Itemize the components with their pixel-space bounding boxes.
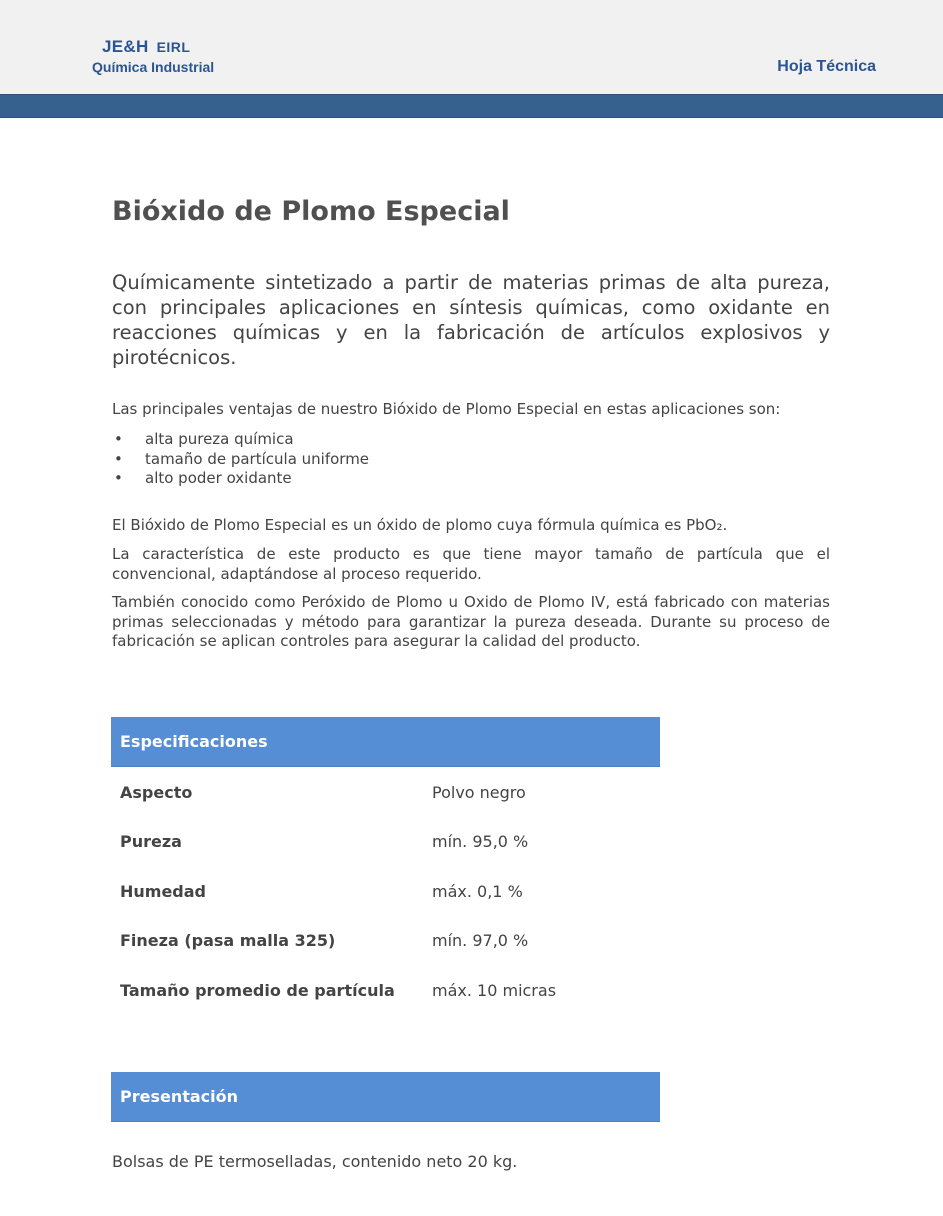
presentation-heading: Presentación: [111, 1072, 660, 1122]
company-logo: [102, 37, 190, 57]
advantages-intro: Las principales ventajas de nuestro Bióxido de Plomo Especial en estas aplicaciones son:: [112, 400, 781, 418]
spec-value: mín. 97,0 %: [432, 931, 529, 950]
spec-label: Tamaño promedio de partícula: [120, 981, 395, 1000]
manufacturing-paragraph: También conocido como Peróxido de Plomo u Oxido de Plomo IV, está fabricado con materias primas seleccionadas y método para garantizar la pureza deseada. Durante su proceso de fabricación se aplican controles para asegurar la calidad del producto.: [112, 593, 830, 650]
company-name: JE&H: [102, 37, 149, 56]
characteristic-paragraph: La característica de este producto es que tiene mayor tamaño de partícula que el convencional, adaptándose al proceso requerido.: [112, 545, 830, 583]
advantages-list: [112, 430, 369, 489]
spec-value: Polvo negro: [432, 783, 526, 802]
presentation-text: Bolsas de PE termoselladas, contenido neto 20 kg.: [112, 1152, 518, 1171]
spec-value: máx. 10 micras: [432, 981, 557, 1000]
spec-label: Fineza (pasa malla 325): [120, 931, 336, 950]
header-band: [0, 94, 943, 118]
spec-label: Aspecto: [120, 783, 193, 802]
bullet-icon: •: [114, 469, 123, 487]
page-header: [0, 0, 943, 95]
spec-value: mín. 95,0 %: [432, 832, 529, 851]
specifications-heading: Especificaciones: [111, 717, 660, 767]
bullet-icon: •: [114, 430, 123, 448]
list-item: • alto poder oxidante: [114, 469, 292, 487]
list-item: • tamaño de partícula uniforme: [114, 449, 370, 468]
company-subtitle: Química Industrial: [92, 59, 215, 75]
list-item: • alta pureza química: [114, 430, 294, 448]
company-suffix: EIRL: [156, 39, 191, 55]
page-title: Bióxido de Plomo Especial: [112, 196, 510, 227]
formula-paragraph: El Bióxido de Plomo Especial es un óxido de plomo cuya fórmula química es PbO₂.: [112, 516, 728, 534]
bullet-icon: •: [114, 449, 123, 468]
spec-value: máx. 0,1 %: [432, 882, 523, 901]
spec-label: Pureza: [120, 832, 182, 851]
spec-label: Humedad: [120, 882, 207, 901]
document-type: Hoja Técnica: [777, 58, 876, 75]
lead-paragraph: Químicamente sintetizado a partir de materias primas de alta pureza, con principales aplicaciones en síntesis químicas, como oxidante en reacciones químicas y en la fabricación de artículos explosivos y pirotécnicos.: [112, 271, 830, 369]
